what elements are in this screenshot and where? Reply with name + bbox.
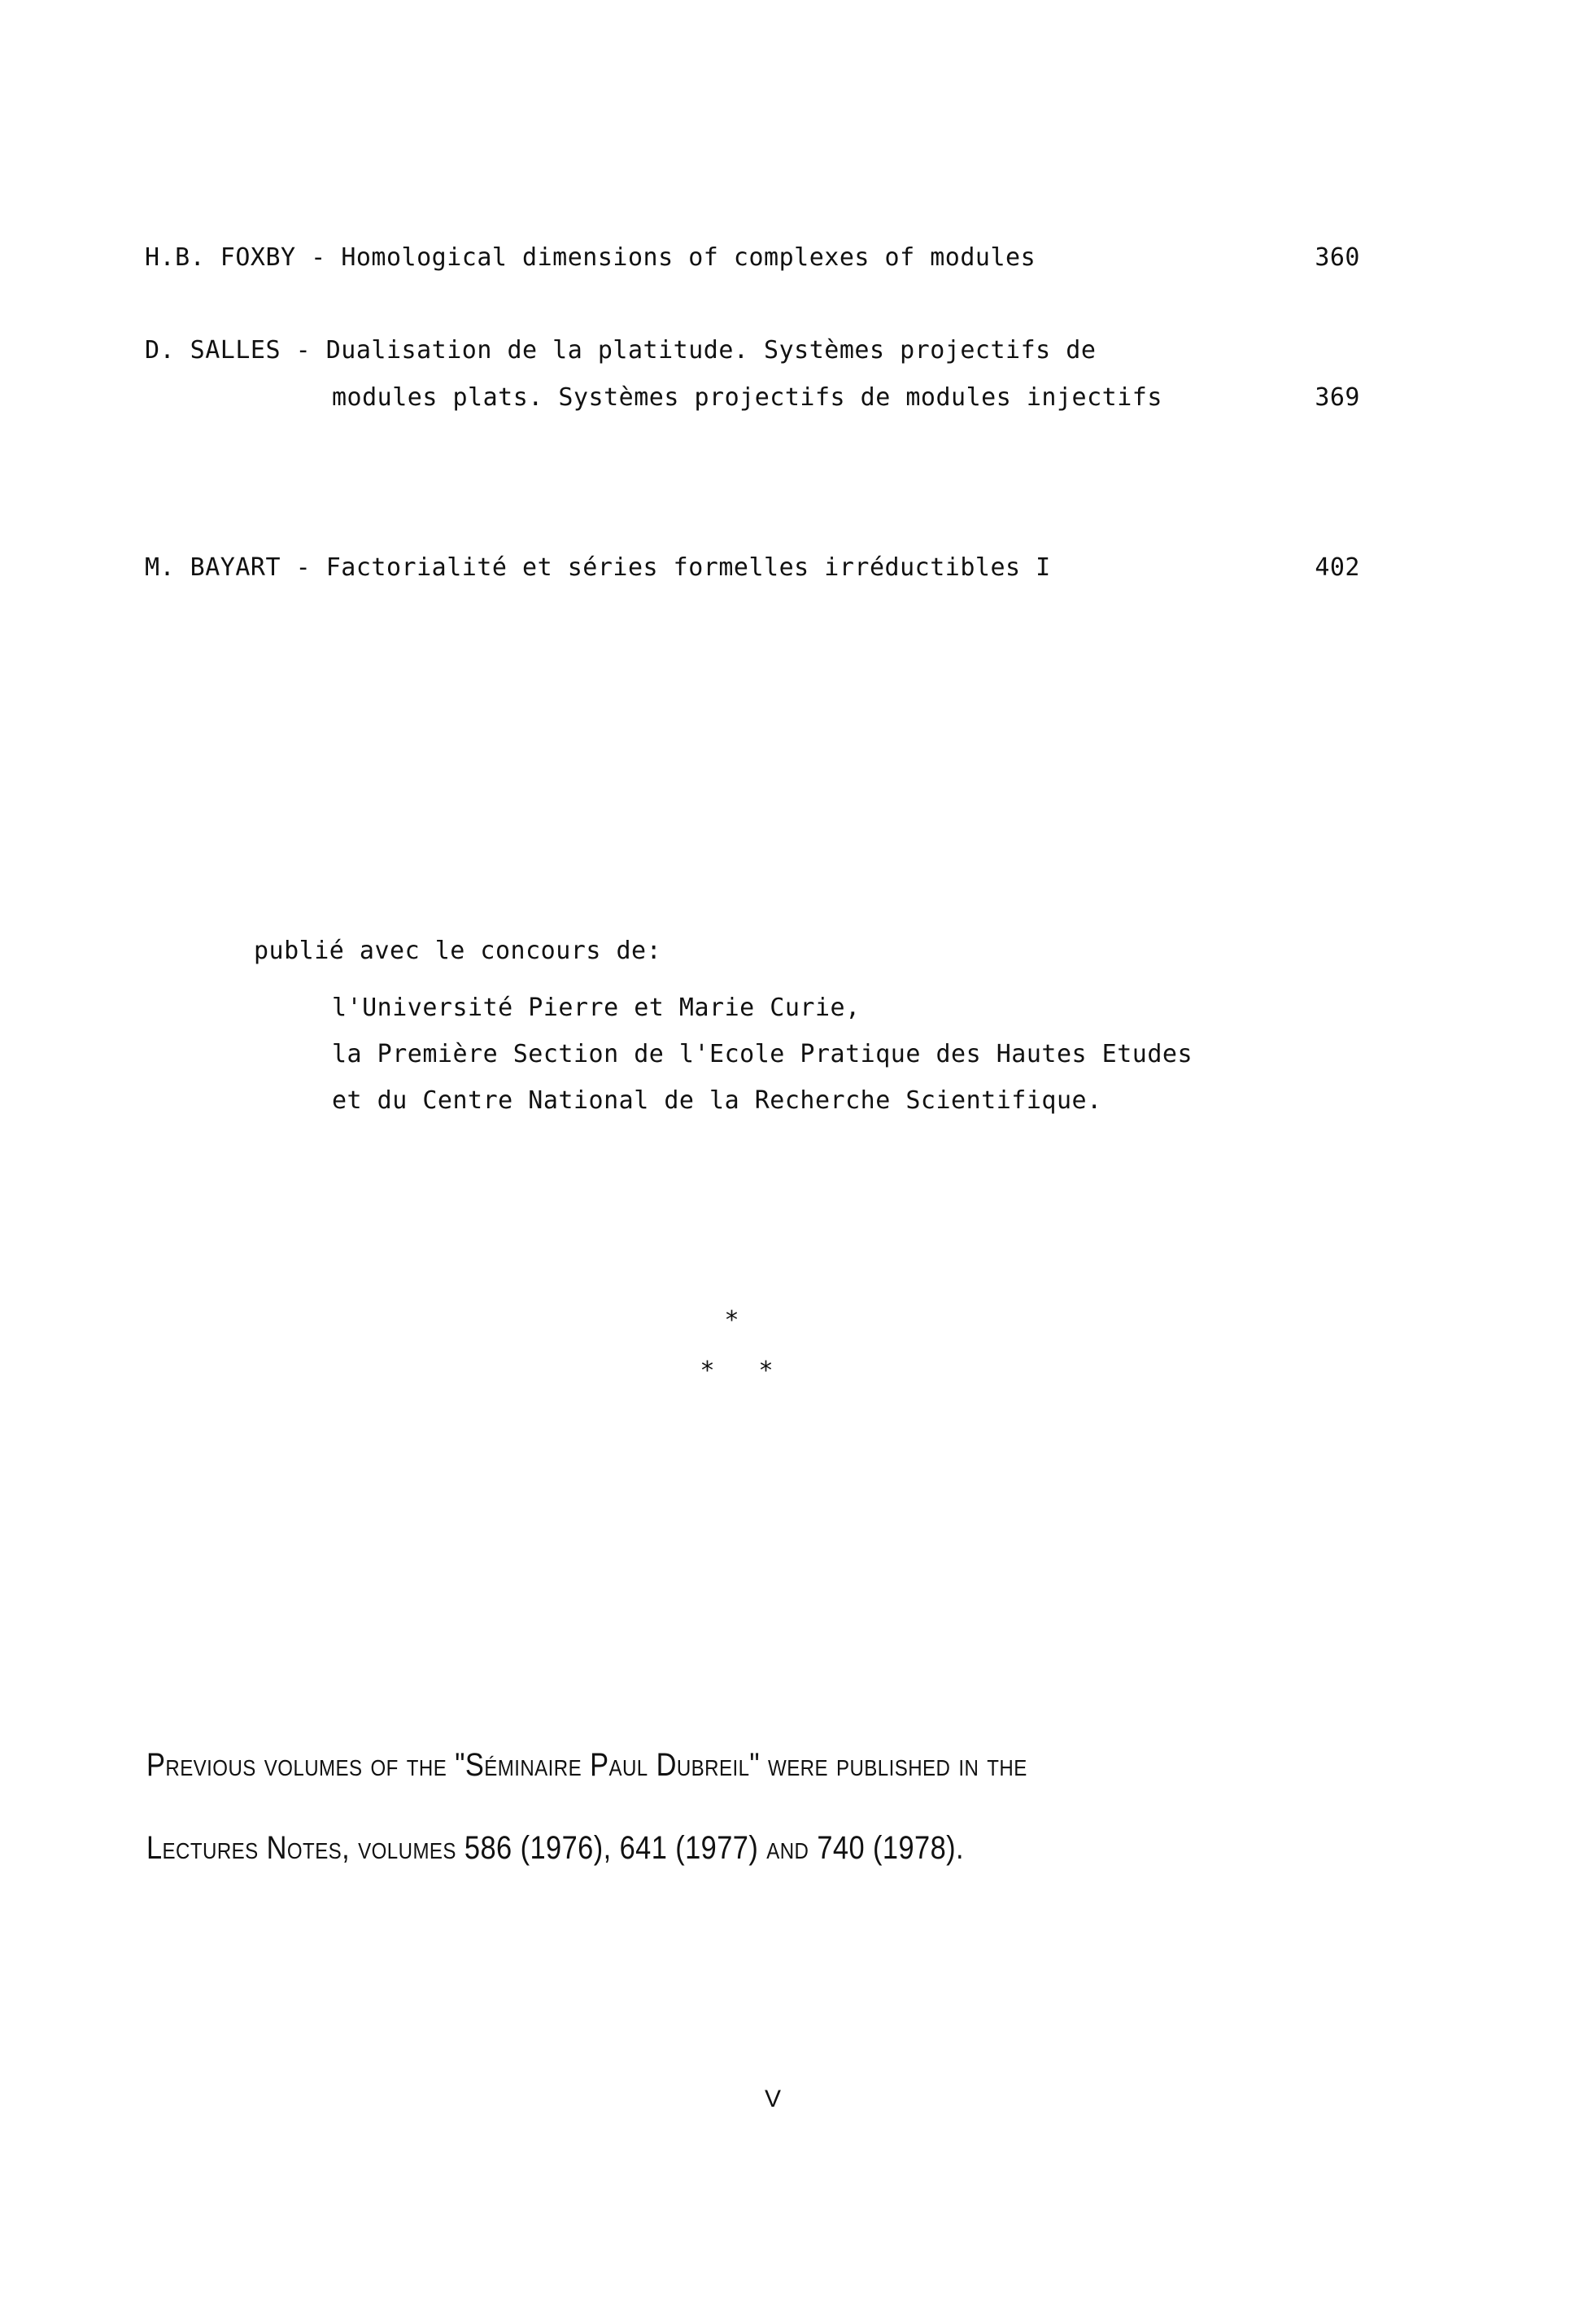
previous-volumes-line-1: Previous volumes of the "Séminaire Paul Dubreil" were published in the xyxy=(146,1747,1027,1783)
page-number: V xyxy=(764,2086,781,2112)
toc-author: H.B. FOXBY xyxy=(145,243,296,272)
previous-volumes-line-2: Lectures Notes, volumes 586 (1976), 641 (1977) and 740 (1978). xyxy=(146,1830,965,1866)
toc-page-number: 402 xyxy=(1315,553,1360,582)
toc-line xyxy=(145,544,1360,592)
sponsor-intro: publié avec le concours de: xyxy=(254,937,662,965)
toc-line xyxy=(145,327,1360,374)
toc-line-continuation xyxy=(145,374,1360,422)
toc-author: D. SALLES xyxy=(145,336,281,365)
toc-title: Factorialité et séries formelles irréductibles I xyxy=(325,553,1051,582)
toc-line xyxy=(145,234,1360,282)
toc-page-number: 369 xyxy=(1315,383,1360,412)
star-icon: * xyxy=(701,1356,713,1385)
sponsor-line-cnrs: et du Centre National de la Recherche Scientifique. xyxy=(332,1086,1102,1115)
sponsor-line-ephe: la Première Section de l'Ecole Pratique des Hautes Etudes xyxy=(332,1040,1193,1068)
sponsor-line-university: l'Université Pierre et Marie Curie, xyxy=(332,994,861,1022)
toc-entry-salles xyxy=(145,327,1360,422)
toc-title: Dualisation de la platitude. Systèmes projectifs de xyxy=(325,336,1097,365)
toc-separator: - xyxy=(281,553,326,582)
star-icon: * xyxy=(726,1306,738,1335)
toc-separator: - xyxy=(281,336,326,365)
toc-title: Homological dimensions of complexes of modules xyxy=(341,243,1036,272)
toc-separator: - xyxy=(295,243,342,272)
toc-page-number: 360 xyxy=(1315,243,1360,272)
previous-volumes-note xyxy=(146,1723,1223,1889)
toc-entry-foxby xyxy=(145,234,1360,282)
asterism-ornament xyxy=(683,1308,797,1390)
star-icon: * xyxy=(760,1356,772,1385)
toc-entry-bayart xyxy=(145,544,1360,592)
toc-author: M. BAYART xyxy=(145,553,281,582)
toc-title-continued: modules plats. Systèmes projectifs de modules injectifs xyxy=(332,383,1162,412)
sponsor-list xyxy=(332,985,1193,1124)
